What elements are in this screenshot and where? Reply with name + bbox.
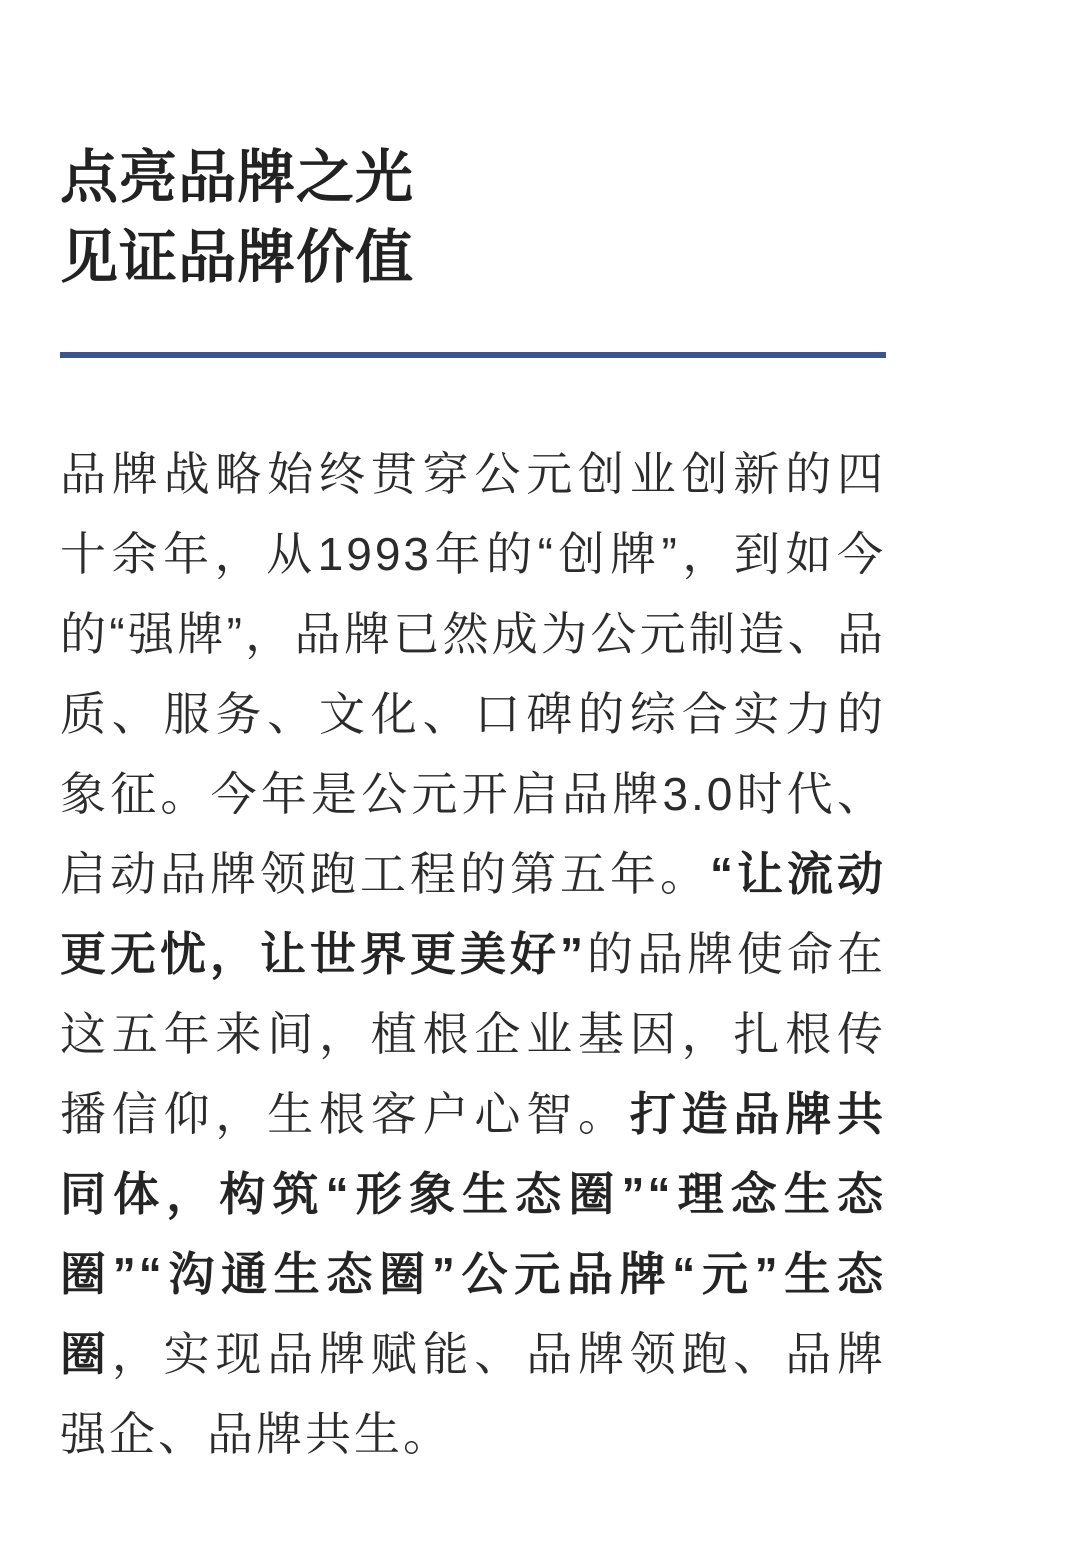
paragraph-segment: 打造品牌共同体，构筑“形象生态圈”“理念生态圈”“沟通生态圈”公元品牌“元”生态圈: [60, 1088, 887, 1380]
paragraph-segment: “让流动更无忧，让世界更美好”: [60, 848, 886, 980]
page-title-line-1: 点亮品牌之光: [60, 145, 415, 210]
paragraph-segment: 的品牌使命在这五年来间，植根企业基因，扎根传播信仰，生根客户心智。: [60, 928, 886, 1140]
body-paragraph: [60, 434, 886, 1474]
paragraph-segment: ，实现品牌赋能、品牌领跑、品牌强企、品牌共生。: [60, 1328, 887, 1460]
page-title-line-2: 见证品牌价值: [60, 225, 415, 290]
page-title: [60, 138, 886, 298]
title-divider: [60, 352, 886, 358]
paragraph-segment: 品牌战略始终贯穿公元创业创新的四十余年，从1993年的“创牌”，到如今的“强牌”，品牌已然成为公元制造、品质、服务、文化、口碑的综合实力的象征。今年是公元开启品牌3.0时代、启动品牌领跑工程的第五年。: [60, 448, 886, 900]
